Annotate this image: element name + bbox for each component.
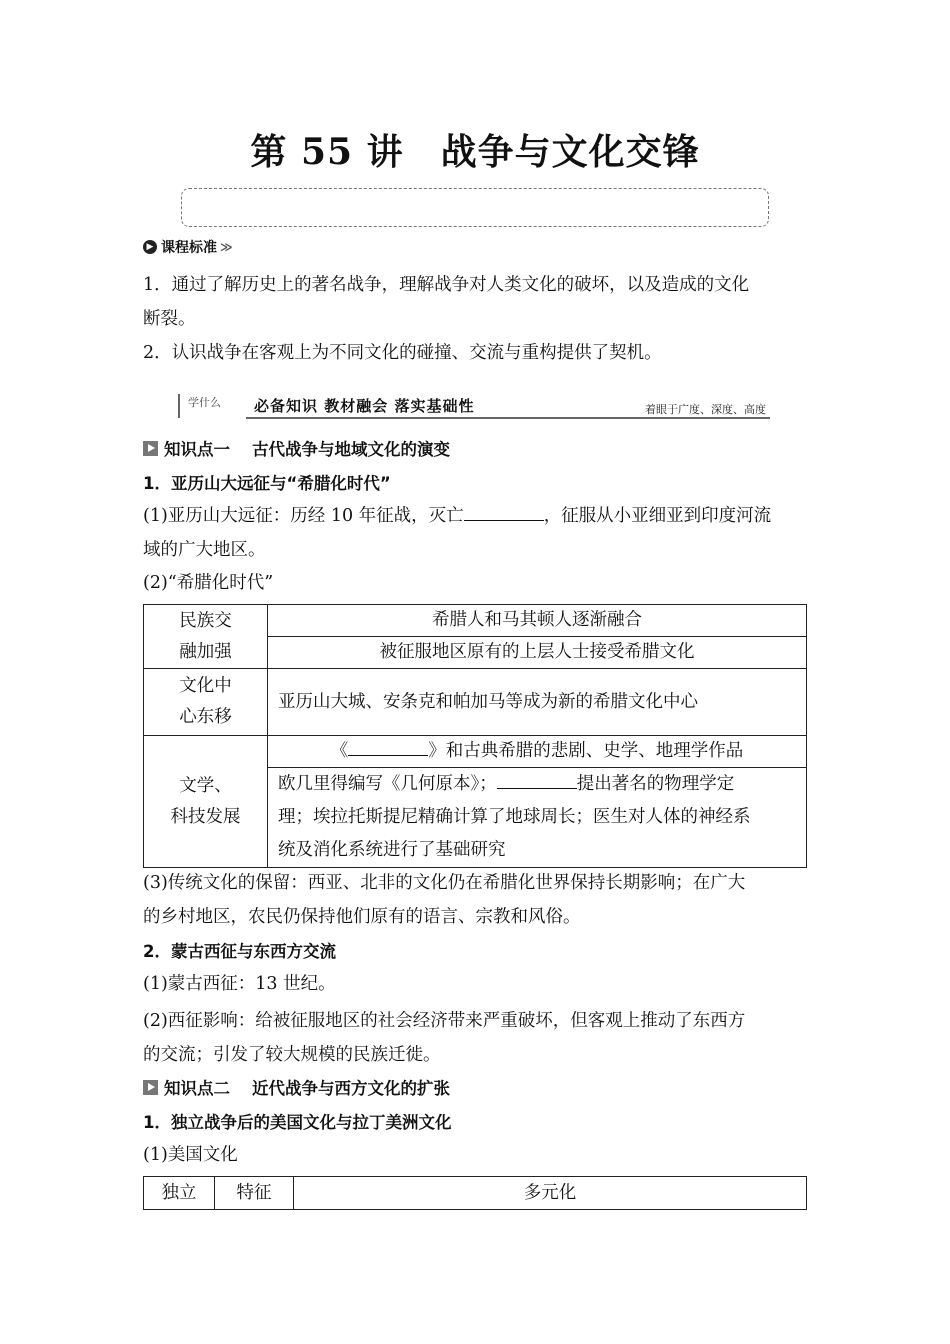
section-banner bbox=[178, 392, 770, 422]
table-cell bbox=[268, 736, 807, 768]
kp2-s1-paragraph-1: (1)美国文化 bbox=[143, 1145, 238, 1165]
label-line: 文学、 bbox=[179, 775, 232, 796]
cell-text: 统及消化系统进行了基础研究 bbox=[278, 840, 506, 860]
cell-text: 提出著名的物理学定 bbox=[576, 774, 735, 794]
kp2-section-1-title: 1．独立战争后的美国文化与拉丁美洲文化 bbox=[143, 1113, 452, 1132]
cell-text: 》和古典希腊的悲剧、史学、地理学作品 bbox=[428, 741, 744, 761]
play-icon bbox=[143, 1080, 158, 1095]
page-title: 第 55 讲 战争与文化交锋 bbox=[250, 131, 700, 173]
kp2-title: 近代战争与西方文化的扩张 bbox=[252, 1079, 450, 1098]
table-row-label bbox=[144, 605, 268, 669]
kp1-s1-paragraph-3 bbox=[143, 866, 807, 934]
fill-blank bbox=[497, 770, 577, 789]
table-cell: 特征 bbox=[215, 1177, 294, 1210]
label-line: 科技发展 bbox=[170, 806, 241, 827]
standards-heading bbox=[143, 238, 233, 256]
standard-item-1-line2: 断裂。 bbox=[143, 309, 196, 329]
label-line: 文化中 bbox=[179, 676, 232, 696]
knowledge-point-1-heading bbox=[143, 436, 450, 460]
kp1-s1-paragraph-2: (2)“希腊化时代” bbox=[143, 573, 274, 593]
cell-text: 欧几里得编写《几何原本》； bbox=[278, 774, 497, 794]
kp1-s1-p1-a: (1)亚历山大远征：历经 10 年征战，灭亡 bbox=[143, 506, 464, 526]
banner-main-text: 必备知识 教材融会 落实基础性 bbox=[254, 397, 475, 415]
standard-item-2: 2．认识战争在客观上为不同文化的碰撞、交流与重构提供了契机。 bbox=[143, 343, 662, 363]
kp1-s1-paragraph-1 bbox=[143, 499, 807, 567]
fill-blank bbox=[348, 737, 428, 756]
double-chevron-icon: ≫ bbox=[220, 240, 233, 254]
fill-blank bbox=[464, 502, 544, 521]
table-row-label bbox=[144, 669, 268, 736]
banner-right-text: 着眼于广度、深度、高度 bbox=[645, 403, 766, 416]
table-cell bbox=[268, 768, 807, 868]
label-line: 融加强 bbox=[179, 641, 232, 662]
table-row-label bbox=[144, 736, 268, 868]
banner-logo bbox=[178, 394, 246, 418]
kp2-label: 知识点二 bbox=[164, 1079, 230, 1098]
play-icon bbox=[143, 441, 158, 456]
table-cell: 独立 bbox=[144, 1177, 215, 1210]
knowledge-point-2-heading bbox=[143, 1075, 450, 1099]
label-line: 民族交 bbox=[179, 610, 232, 631]
kp1-s2-paragraph-2 bbox=[143, 1004, 807, 1072]
standard-item-1 bbox=[143, 268, 807, 336]
kp1-s2-paragraph-1: (1)蒙古西征：13 世纪。 bbox=[143, 974, 336, 994]
table-cell: 亚历山大城、安条克和帕加马等成为新的希腊文化中心 bbox=[268, 669, 807, 736]
kp1-s2-p2-line2: 的交流；引发了较大规模的民族迁徙。 bbox=[143, 1045, 441, 1065]
arrow-circle-icon: ▶ bbox=[143, 240, 157, 254]
table-cell: 希腊人和马其顿人逐渐融合 bbox=[268, 605, 807, 637]
kp1-label: 知识点一 bbox=[164, 440, 230, 459]
kp1-s1-p3-line2: 的乡村地区，农民仍保持他们原有的语言、宗教和风俗。 bbox=[143, 907, 581, 927]
table-cell: 被征服地区原有的上层人士接受希腊文化 bbox=[268, 637, 807, 669]
kp1-section-2-title: 2．蒙古西征与东西方交流 bbox=[143, 942, 336, 961]
hellenistic-table bbox=[143, 604, 807, 868]
standard-item-1-line1: 1．通过了解历史上的著名战争，理解战争对人类文化的破坏，以及造成的文化 bbox=[143, 275, 750, 295]
banner-logo-text: 学什么 bbox=[188, 396, 221, 409]
american-culture-table bbox=[143, 1176, 807, 1210]
table-cell: 多元化 bbox=[294, 1177, 807, 1210]
kp1-title: 古代战争与地域文化的演变 bbox=[252, 440, 450, 459]
kp1-s1-p1-b: ，征服从小亚细亚到印度河流 bbox=[543, 506, 772, 526]
kp1-s2-p2-line1: (2)西征影响：给被征服地区的社会经济带来严重破坏，但客观上推动了东西方 bbox=[143, 1011, 746, 1031]
dashed-box bbox=[181, 188, 769, 227]
kp1-section-1-title: 1．亚历山大远征与“希腊化时代” bbox=[143, 474, 391, 493]
kp1-s1-p3-line1: (3)传统文化的保留：西亚、北非的文化仍在希腊化世界保持长期影响；在广大 bbox=[143, 873, 746, 893]
cell-text: 《 bbox=[330, 741, 349, 761]
cell-text: 理；埃拉托斯提尼精确计算了地球周长；医生对人体的神经系 bbox=[278, 807, 751, 827]
kp1-s1-p1-line2: 域的广大地区。 bbox=[143, 540, 266, 560]
standards-heading-text: 课程标准 bbox=[161, 240, 217, 256]
banner-rule bbox=[246, 417, 770, 419]
label-line: 心东移 bbox=[179, 707, 232, 727]
